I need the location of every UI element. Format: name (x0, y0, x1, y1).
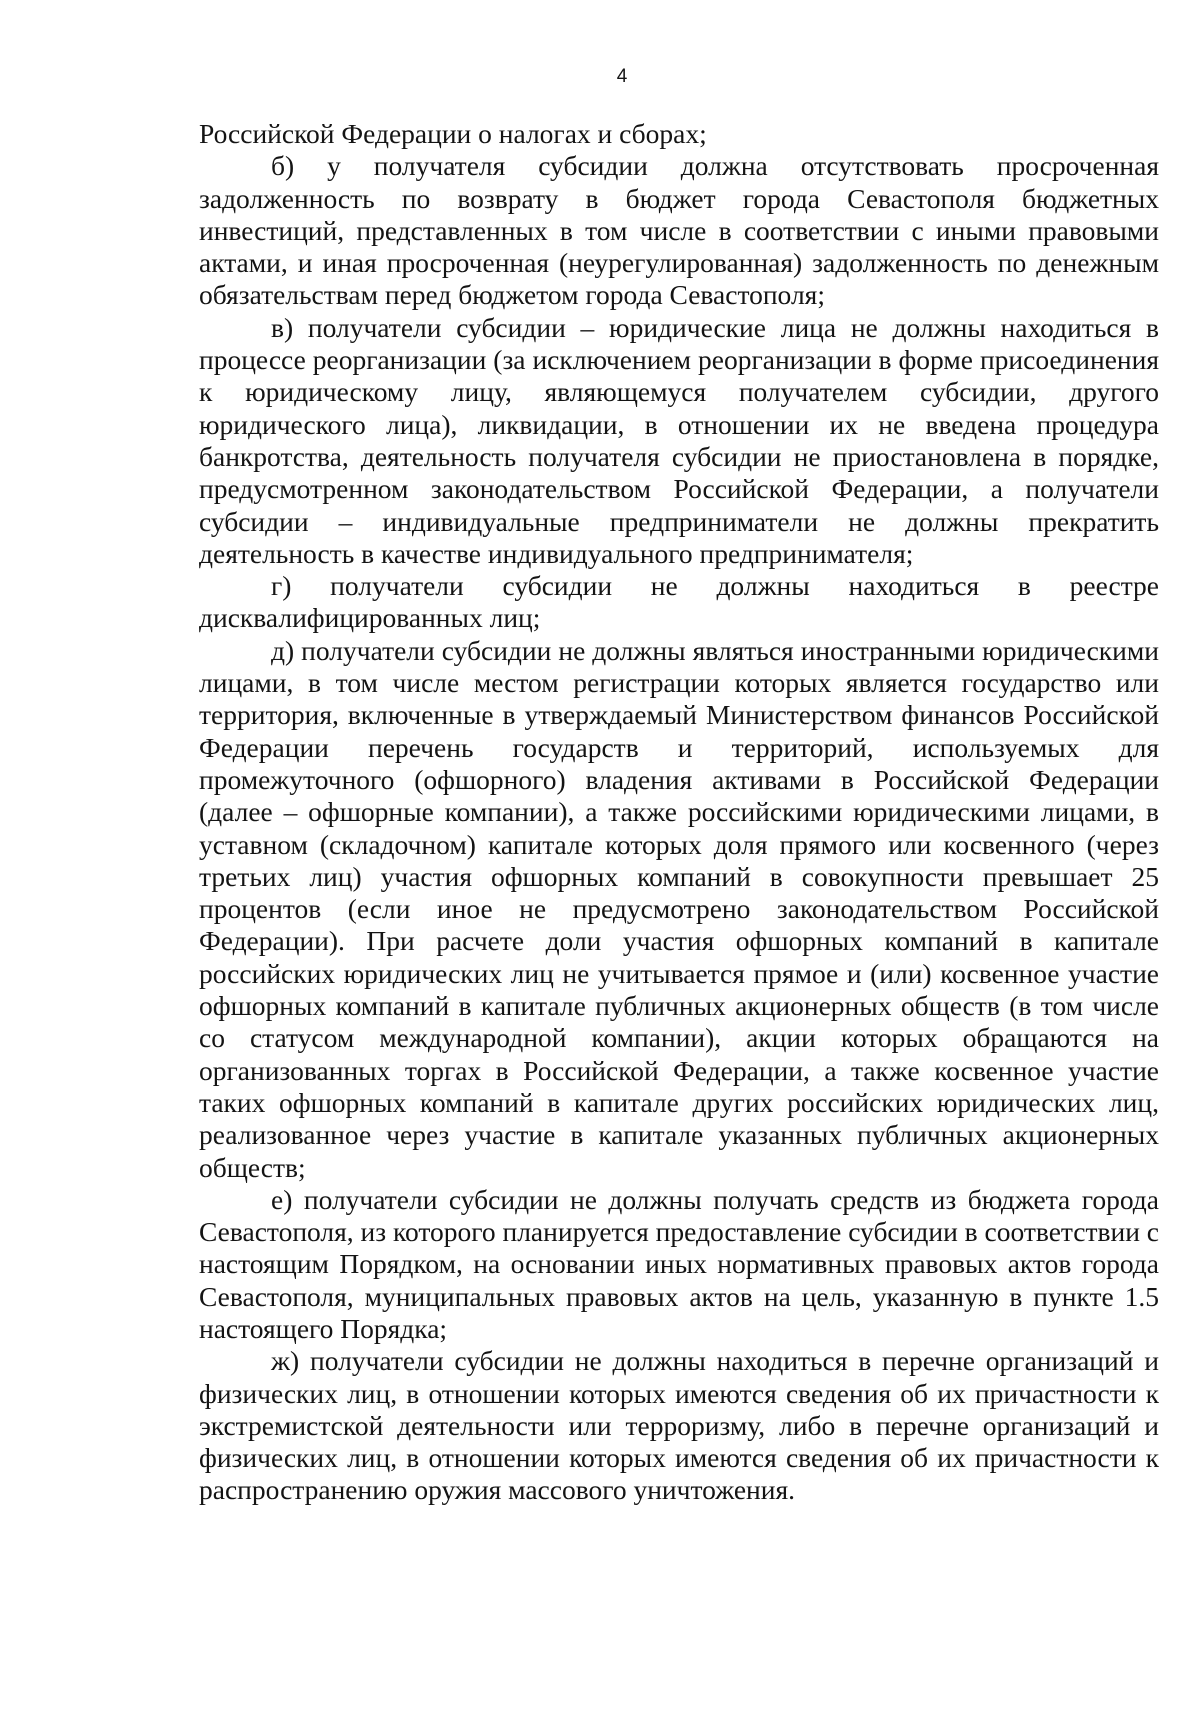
paragraph-item-b: б) у получателя субсидии должна отсутствовать просроченная задолженность по возврату в бюджет города Севастополя бюджетных инвестиций, представленных в том числе в соответствии с иными правовыми актами, и иная просроченная (неурегулированная) задолженность по денежным обязательствам перед бюджетом города Севастополя; (199, 150, 1159, 311)
paragraph-item-e: е) получатели субсидии не должны получать средств из бюджета города Севастополя, из которого планируется предоставление субсидии в соответствии с настоящим Порядком, на основании иных нормативных правовых актов города Севастополя, муниципальных правовых актов на цель, указанную в пункте 1.5 настоящего Порядка; (199, 1183, 1159, 1344)
paragraph-item-zh: ж) получатели субсидии не должны находиться в перечне организаций и физических лиц, в отношении которых имеются сведения об их причастности к экстремистской деятельности или терроризму, либо в перечне организаций и физических лиц, в отношении которых имеются сведения об их причастности к распространению оружия массового уничтожения. (199, 1345, 1159, 1506)
document-body (199, 118, 1159, 1507)
paragraph-item-g: г) получатели субсидии не должны находиться в реестре дисквалифицированных лиц; (199, 570, 1159, 634)
paragraph-continuation: Российской Федерации о налогах и сборах; (199, 118, 707, 149)
paragraph-item-d: д) получатели субсидии не должны являться иностранными юридическими лицами, в том числе местом регистрации которых является государство или территория, включенные в утверждаемый Министерством финансов Российской Федерации перечень государств и территорий, используемых для промежуточного (офшорного) владения активами в Российской Федерации (далее – офшорные компании), а также российскими юридическими лицами, в уставном (складочном) капитале которых доля прямого или косвенного (через третьих лиц) участия офшорных компаний в совокупности превышает 25 процентов (если иное не предусмотрено законодательством Российской Федерации). При расчете доли участия офшорных компаний в капитале российских юридических лиц не учитывается прямое и (или) косвенное участие офшорных компаний в капитале публичных акционерных обществ (в том числе со статусом международной компании), акции которых обращаются на организованных торгах в Российской Федерации, а также косвенное участие таких офшорных компаний в капитале других российских юридических лиц, реализованное через участие в капитале указанных публичных акционерных обществ; (199, 634, 1159, 1183)
paragraph-item-v: в) получатели субсидии – юридические лица не должны находиться в процессе реорганизации (за исключением реорганизации в форме присоединения к юридическому лицу, являющемуся получателем субсидии, другого юридического лица), ликвидации, в отношении их не введена процедура банкротства, деятельность получателя субсидии не приостановлена в порядке, предусмотренном законодательством Российской Федерации, а получатели субсидии – индивидуальные предприниматели не должны прекратить деятельность в качестве индивидуального предпринимателя; (199, 311, 1159, 569)
page-number: 4 (616, 66, 628, 87)
